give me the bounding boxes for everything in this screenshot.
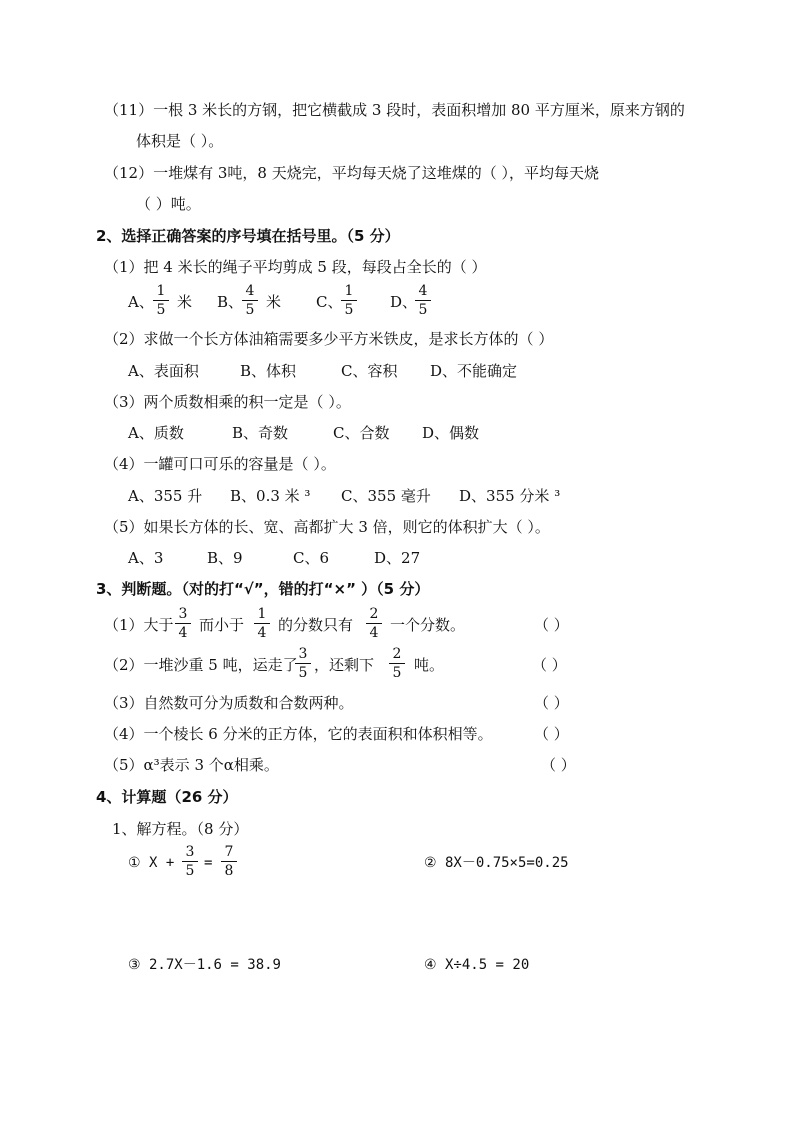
equation-1-text-b: = bbox=[204, 855, 213, 871]
judge-1-text-d: 一个分数。 bbox=[390, 616, 466, 634]
solve-equations-heading: 1、解方程。（8 分） bbox=[112, 820, 249, 838]
equation-1-text-a: ① X + bbox=[128, 855, 175, 871]
equation-2: ② 8X－0.75×5=0.25 bbox=[424, 855, 569, 871]
judge-question-3: （3）自然数可分为质数和合数两种。 bbox=[104, 694, 354, 712]
equation-1-fraction-1 bbox=[182, 844, 198, 879]
equation-1-fraction-2 bbox=[221, 844, 237, 879]
option-d-label: D、 bbox=[390, 293, 418, 311]
fraction-denominator: 5 bbox=[185, 863, 195, 879]
choice-4-option-d: D、355 分米 ³ bbox=[459, 487, 561, 505]
choice-5-option-d: D、27 bbox=[374, 549, 421, 567]
choice-4-option-c: C、355 毫升 bbox=[341, 487, 431, 505]
judge-1-text-c: 的分数只有 bbox=[278, 616, 354, 634]
choice-4-option-b: B、0.3 米 ³ bbox=[230, 487, 311, 505]
option-a-unit: 米 bbox=[177, 293, 193, 311]
choice-question-4: （4）一罐可口可乐的容量是（ ）。 bbox=[104, 455, 336, 473]
fraction-numerator: 7 bbox=[224, 844, 234, 860]
question-11-line1: （11）一根 3 米长的方钢，把它横截成 3 段时，表面积增加 80 平方厘米，原来方钢的 bbox=[104, 101, 685, 119]
fraction-denominator: 4 bbox=[257, 625, 267, 641]
option-b-label: B、 bbox=[217, 293, 244, 311]
fraction-bar bbox=[295, 663, 311, 664]
question-12-line2: （ ）吨。 bbox=[136, 195, 201, 213]
option-d-fraction bbox=[415, 283, 431, 318]
choice-question-1: （1）把 4 米长的绳子平均剪成 5 段，每段占全长的（ ） bbox=[104, 258, 487, 276]
choice-2-option-a: A、表面积 bbox=[128, 362, 199, 380]
choice-5-option-c: C、6 bbox=[293, 549, 330, 567]
fraction-denominator: 8 bbox=[224, 863, 234, 879]
choice-4-option-a: A、355 升 bbox=[128, 487, 203, 505]
fraction-numerator: 3 bbox=[298, 646, 308, 662]
judge-3-answer-paren[interactable]: （ ） bbox=[534, 694, 569, 712]
judge-1-text-b: 而小于 bbox=[199, 616, 245, 634]
fraction-denominator: 5 bbox=[298, 665, 308, 681]
equation-4: ④ X÷4.5 = 20 bbox=[424, 957, 530, 973]
judge-1-text-a: （1）大于 bbox=[104, 616, 174, 634]
judge-1-fraction-2 bbox=[254, 606, 270, 641]
fraction-denominator: 5 bbox=[392, 665, 402, 681]
choice-5-option-a: A、3 bbox=[128, 549, 164, 567]
fraction-denominator: 5 bbox=[156, 302, 166, 318]
choice-3-option-c: C、合数 bbox=[333, 424, 390, 442]
option-b-fraction bbox=[242, 283, 258, 318]
choice-question-5: （5）如果长方体的长、宽、高都扩大 3 倍，则它的体积扩大（ ）。 bbox=[104, 518, 550, 536]
option-c-fraction bbox=[341, 283, 357, 318]
fraction-numerator: 3 bbox=[185, 844, 195, 860]
fraction-numerator: 2 bbox=[369, 606, 379, 622]
fraction-numerator: 1 bbox=[156, 283, 166, 299]
judge-2-text-c: 吨。 bbox=[414, 656, 445, 674]
fraction-numerator: 2 bbox=[392, 646, 402, 662]
judge-2-fraction-2 bbox=[389, 646, 405, 681]
fraction-numerator: 4 bbox=[418, 283, 428, 299]
option-c-label: C、 bbox=[316, 293, 343, 311]
choice-5-option-b: B、9 bbox=[207, 549, 243, 567]
section-4-heading: 4、计算题（26 分） bbox=[96, 788, 238, 806]
fraction-denominator: 5 bbox=[344, 302, 354, 318]
fraction-denominator: 4 bbox=[178, 625, 188, 641]
option-b-unit: 米 bbox=[266, 293, 282, 311]
fraction-numerator: 3 bbox=[178, 606, 188, 622]
fraction-bar bbox=[366, 623, 382, 624]
judge-4-answer-paren[interactable]: （ ） bbox=[534, 725, 569, 743]
judge-2-fraction-1 bbox=[295, 646, 311, 681]
section-2-heading: 2、选择正确答案的序号填在括号里。（5 分） bbox=[96, 227, 400, 245]
fraction-bar bbox=[175, 623, 191, 624]
choice-3-option-b: B、奇数 bbox=[232, 424, 289, 442]
choice-3-option-d: D、偶数 bbox=[422, 424, 480, 442]
choice-2-option-d: D、不能确定 bbox=[430, 362, 518, 380]
fraction-denominator: 4 bbox=[369, 625, 379, 641]
judge-1-fraction-3 bbox=[366, 606, 382, 641]
fraction-bar bbox=[242, 300, 258, 301]
judge-question-5: （5）α³表示 3 个α相乘。 bbox=[104, 756, 279, 774]
fraction-numerator: 1 bbox=[257, 606, 267, 622]
section-3-heading: 3、判断题。（对的打“√”，错的打“×” ）（5 分） bbox=[96, 580, 430, 598]
choice-2-option-b: B、体积 bbox=[240, 362, 297, 380]
equation-3: ③ 2.7X－1.6 = 38.9 bbox=[128, 957, 281, 973]
fraction-bar bbox=[221, 861, 237, 862]
judge-1-answer-paren[interactable]: （ ） bbox=[534, 616, 569, 634]
fraction-denominator: 5 bbox=[418, 302, 428, 318]
option-a-label: A、 bbox=[128, 293, 154, 311]
fraction-bar bbox=[341, 300, 357, 301]
choice-3-option-a: A、质数 bbox=[128, 424, 184, 442]
judge-5-answer-paren[interactable]: （ ） bbox=[541, 756, 576, 774]
judge-2-text-b: ，还剩下 bbox=[314, 656, 375, 674]
judge-question-4: （4）一个棱长 6 分米的正方体，它的表面积和体积相等。 bbox=[104, 725, 493, 743]
choice-2-option-c: C、容积 bbox=[341, 362, 398, 380]
judge-2-text-a: （2）一堆沙重 5 吨，运走了 bbox=[104, 656, 298, 674]
choice-question-2: （2）求做一个长方体油箱需要多少平方米铁皮，是求长方体的（ ） bbox=[104, 330, 554, 348]
choice-question-3: （3）两个质数相乘的积一定是（ ）。 bbox=[104, 393, 351, 411]
fraction-bar bbox=[182, 861, 198, 862]
fraction-bar bbox=[415, 300, 431, 301]
fraction-numerator: 1 bbox=[344, 283, 354, 299]
question-12-line1: （12）一堆煤有 3吨，8 天烧完，平均每天烧了这堆煤的（ ），平均每天烧 bbox=[104, 164, 599, 182]
judge-1-fraction-1 bbox=[175, 606, 191, 641]
option-a-fraction bbox=[153, 283, 169, 318]
fraction-bar bbox=[254, 623, 270, 624]
fraction-bar bbox=[153, 300, 169, 301]
fraction-bar bbox=[389, 663, 405, 664]
fraction-denominator: 5 bbox=[245, 302, 255, 318]
judge-2-answer-paren[interactable]: （ ） bbox=[532, 656, 567, 674]
question-11-line2: 体积是（ ）。 bbox=[136, 132, 224, 150]
fraction-numerator: 4 bbox=[245, 283, 255, 299]
